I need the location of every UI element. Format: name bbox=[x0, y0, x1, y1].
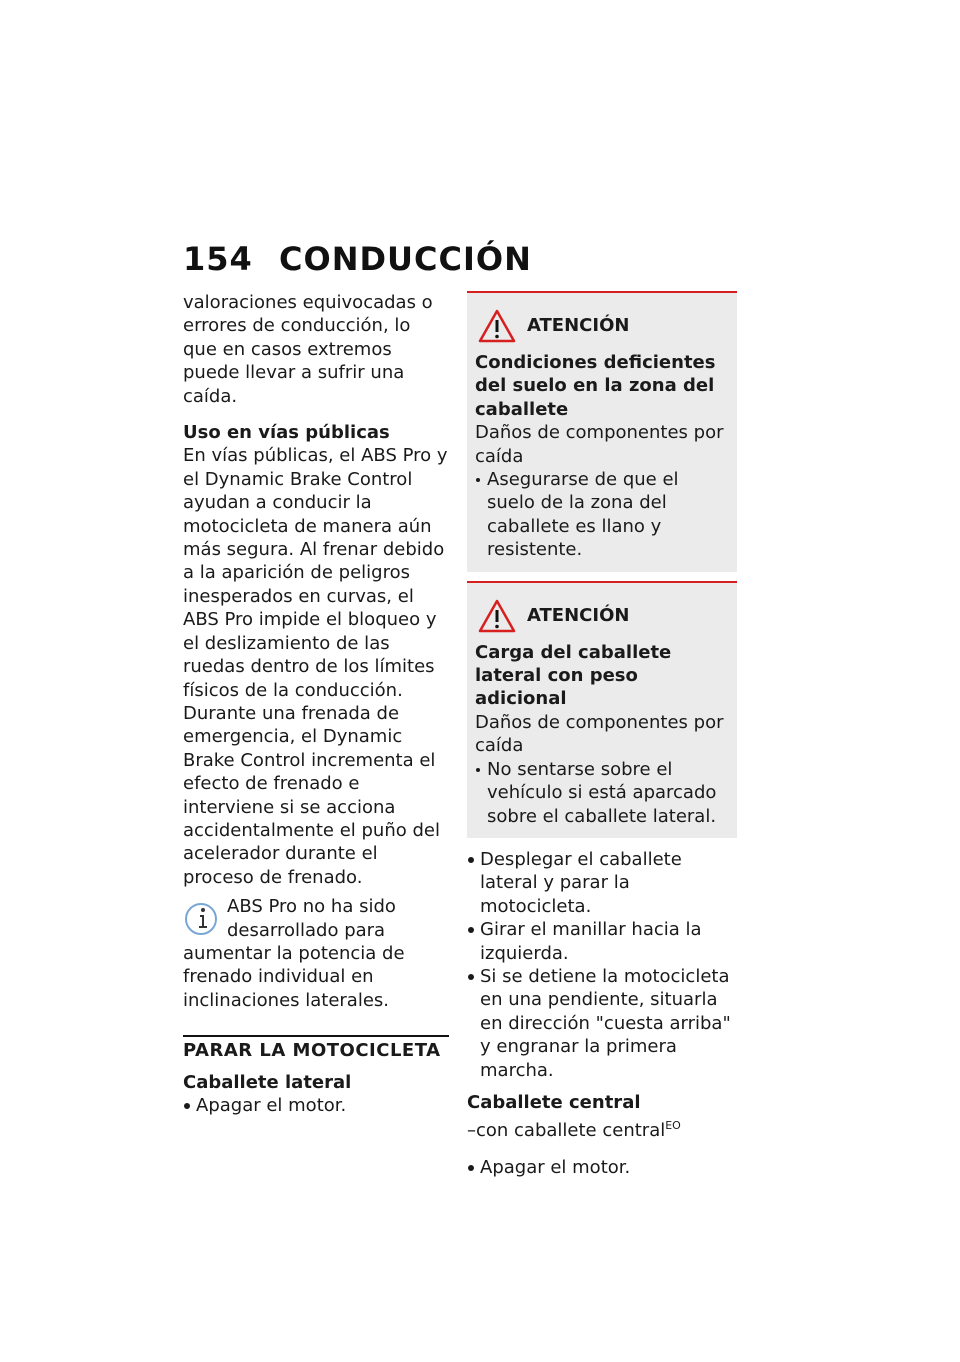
warning-label: ATENCIÓN bbox=[527, 604, 630, 626]
info-icon bbox=[183, 897, 223, 939]
center-stand-step: Apagar el motor. bbox=[467, 1156, 737, 1179]
warning-box-2 bbox=[467, 581, 737, 838]
public-roads-paragraph: En vías públicas, el ABS Pro y el Dynamic Brake Control ayudan a conducir la motocicleta de manera aún más segura. Al frenar debido a la aparición de peligros inesperados en curvas, el ABS Pro impide el bloqueo y el deslizamiento de las ruedas dentro de los límites físicos de la conducción. Durante una frenada de emergencia, el Dynamic Brake Control incrementa el efecto de frenado e interviene si se acciona accidentalmente el puño del acelerador durante el proceso de frenado. bbox=[183, 445, 448, 888]
warning-label: ATENCIÓN bbox=[527, 315, 630, 337]
side-stand-steps bbox=[467, 848, 737, 1082]
warning-heading: Carga del caballete lateral con peso adicional bbox=[475, 641, 672, 710]
public-roads-heading: Uso en vías públicas bbox=[183, 422, 390, 444]
side-stand-heading: Caballete lateral bbox=[183, 1071, 352, 1093]
option-code: EO bbox=[665, 1119, 681, 1133]
warning-action: No sentarse sobre el vehículo si está aparcado sobre el caballete lateral. bbox=[475, 758, 729, 828]
warning-triangle-icon bbox=[478, 309, 516, 343]
section-title: PARAR LA MOTOCICLETA bbox=[183, 1040, 441, 1062]
right-column bbox=[467, 291, 737, 1179]
warning-consequence: Daños de componentes por caída bbox=[475, 711, 724, 757]
list-item: Si se detiene la motocicleta en una pendiente, situarla en dirección "cuesta arriba" y engranar la primera marcha. bbox=[467, 965, 737, 1082]
list-item: Girar el manillar hacia la izquierda. bbox=[467, 918, 737, 965]
warning-heading: Condiciones deficientes del suelo en la zona del caballete bbox=[475, 352, 716, 420]
info-note-text: ABS Pro no ha sido desarrollado para aumentar la potencia de frenado individual en inclinaciones laterales. bbox=[183, 896, 405, 1011]
center-stand-condition: –con caballete central$^{EO}$ bbox=[467, 1119, 681, 1142]
info-note bbox=[183, 895, 449, 1012]
intro-paragraph: valoraciones equivocadas o errores de conducción, lo que en casos extremos puede llevar a sufrir una caída. bbox=[183, 292, 433, 407]
warning-box-1 bbox=[467, 291, 737, 572]
chapter-title: CONDUCCIÓN bbox=[279, 240, 532, 278]
section-divider bbox=[183, 1035, 449, 1062]
list-item: Desplegar el caballete lateral y parar la motocicleta. bbox=[467, 848, 737, 918]
page-number: 154 bbox=[183, 240, 253, 278]
page-header bbox=[183, 240, 532, 278]
center-stand-heading: Caballete central bbox=[467, 1091, 641, 1113]
warning-triangle-icon bbox=[478, 599, 516, 633]
side-stand-step: Apagar el motor. bbox=[183, 1094, 449, 1117]
warning-consequence: Daños de componentes por caída bbox=[475, 422, 724, 467]
left-column bbox=[183, 291, 449, 1117]
warning-action: Asegurarse de que el suelo de la zona del caballete es llano y resistente. bbox=[475, 468, 729, 562]
